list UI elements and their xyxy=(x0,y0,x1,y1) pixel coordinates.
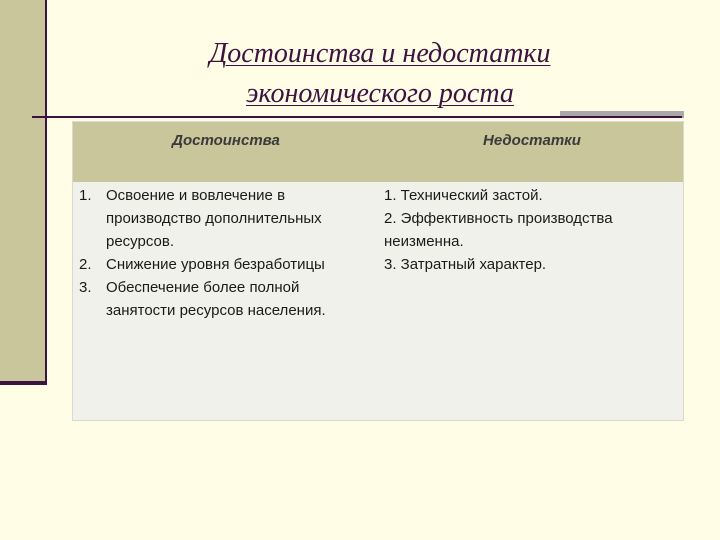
disadvantage-line: 2. Эффективность производства xyxy=(384,210,613,227)
advantage-line: Освоение и вовлечение в xyxy=(106,187,286,204)
side-bar-border xyxy=(45,0,47,383)
advantage-line: производство дополнительных xyxy=(106,210,322,227)
comparison-table xyxy=(72,121,684,421)
advantage-line: ресурсов. xyxy=(106,233,175,250)
advantage-number: 2. xyxy=(79,256,92,273)
side-bar-bottom-edge xyxy=(0,381,47,385)
title-line-1: Достоинства и недостатки xyxy=(209,38,551,69)
table-header xyxy=(73,122,683,182)
disadvantage-line: 1. Технический застой. xyxy=(384,187,543,204)
disadvantage-line: неизменна. xyxy=(384,233,464,250)
slide-title xyxy=(120,34,640,114)
advantages-column xyxy=(79,184,379,322)
advantage-line: занятости ресурсов населения. xyxy=(106,302,326,319)
disadvantage-line: 3. Затратный характер. xyxy=(384,256,547,273)
disadvantages-column xyxy=(384,184,684,276)
advantage-item xyxy=(79,276,379,322)
title-line-2: экономического роста xyxy=(246,78,514,109)
advantage-item xyxy=(79,184,379,253)
advantage-item xyxy=(79,253,379,276)
decorative-side-bar xyxy=(0,0,47,383)
advantage-line: Снижение уровня безработицы xyxy=(106,256,325,273)
advantage-line: Обеспечение более полной xyxy=(106,279,300,296)
header-advantages: Достоинства xyxy=(172,132,280,149)
advantage-number: 3. xyxy=(79,279,92,296)
header-disadvantages: Недостатки xyxy=(483,132,581,149)
advantage-number: 1. xyxy=(79,187,92,204)
title-divider xyxy=(32,116,682,118)
